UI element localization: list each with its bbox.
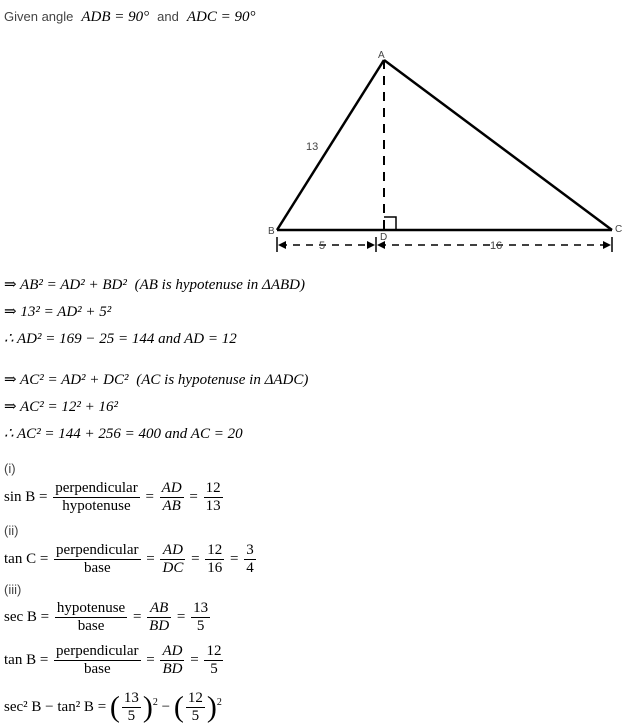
frac-hyp-base: $\frac{\text{hypotenuse}}{\text{base}}$: [56, 600, 126, 634]
step1-eq1: ⇒ AB² = AD² + BD²: [4, 277, 127, 293]
part-iii-label: (iii): [4, 582, 22, 597]
frac-12-13: $\frac{12}{13}$: [205, 480, 221, 514]
step1-line1: [4, 276, 305, 294]
sec-b-lhs: sec B =: [4, 608, 50, 625]
frac-perp-base-2: $\frac{\text{perpendicular}}{\text{base}}$: [56, 643, 139, 677]
arrow-c: [603, 241, 611, 249]
part-ii-label: (ii): [4, 523, 19, 538]
label-bd: 5: [319, 240, 326, 252]
given-angle-adc: ADC = 90°: [186, 9, 256, 25]
step2-line2: ⇒ AC² = 12² + 16²: [4, 399, 118, 415]
tan-b-lhs: tan B =: [4, 651, 49, 668]
step2-note: (AC is hypotenuse in ΔADC): [136, 372, 309, 388]
given-conj: and: [157, 9, 179, 24]
label-ab: 13: [306, 141, 319, 153]
final-lhs: sec² B − tan² B =: [4, 698, 107, 715]
frac-ad-bd: $\frac{AD}{BD}$: [162, 643, 183, 677]
part-iii-final-eq: sec² B − tan² B = ( $\frac{13}{5}$ )$^2$ − ( $\frac{12}{5}$ )$^2$: [4, 690, 222, 724]
vertex-a: A: [378, 50, 385, 61]
frac-3-4: $\frac{3}{4}$: [246, 542, 254, 576]
step2-line1: [4, 371, 308, 389]
side-ab: [277, 60, 384, 230]
frac-13-5: $\frac{13}{5}$: [193, 600, 209, 634]
right-angle-mark: [384, 217, 396, 230]
frac-ad-dc: $\frac{AD}{DC}$: [162, 542, 184, 576]
vertex-c: C: [615, 224, 623, 235]
minus-sign: −: [161, 698, 171, 715]
given-angle-adb: ADB = 90°: [81, 9, 150, 25]
given-prefix: Given angle: [4, 9, 74, 24]
frac-final-13-5: $\frac{13}{5}$: [123, 690, 139, 724]
exp-a: 2: [152, 696, 158, 708]
step2-line3: ∴ AC² = 144 + 256 = 400 and AC = 20: [4, 426, 243, 442]
step1-note: (AB is hypotenuse in ΔABD): [134, 277, 306, 293]
arrow-b: [278, 241, 286, 249]
frac-perp-base: $\frac{\text{perpendicular}}{\text{base}}$: [56, 542, 139, 576]
exp-b: 2: [216, 696, 222, 708]
triangle-diagram: [0, 0, 627, 260]
arrow-d-left: [367, 241, 375, 249]
part-iii-tan-eq: tan B = $\frac{\text{perpendicular}}{\text{base}}$ = $\frac{AD}{BD}$ = $\frac{12}{5}$: [4, 643, 222, 677]
part-iii-sec-eq: sec B = $\frac{\text{hypotenuse}}{\text{base}}$ = $\frac{AB}{BD}$ = $\frac{13}{5}$: [4, 600, 209, 634]
vertex-d: D: [380, 232, 388, 243]
part-ii-eq: tan C = $\frac{\text{perpendicular}}{\text{base}}$ = $\frac{AD}{DC}$ = $\frac{12}{16}$ = $\frac{3}{4}$: [4, 542, 254, 576]
vertex-b: B: [268, 226, 275, 237]
step1-line2: ⇒ 13² = AD² + 5²: [4, 304, 112, 320]
step1-line3: ∴ AD² = 169 − 25 = 144 and AD = 12: [4, 331, 237, 347]
frac-12-16: $\frac{12}{16}$: [207, 542, 223, 576]
part-i-eq: sin B = $\frac{\text{perpendicular}}{\text{hypotenuse}}$ = $\frac{AD}{AB}$ = $\frac{12}{13}$: [4, 480, 221, 514]
part-i-label: (i): [4, 461, 16, 476]
step2-eq1: ⇒ AC² = AD² + DC²: [4, 372, 129, 388]
frac-12-5: $\frac{12}{5}$: [206, 643, 222, 677]
side-ac: [384, 60, 612, 230]
sin-b-lhs: sin B =: [4, 488, 48, 505]
frac-ab-bd: $\frac{AB}{BD}$: [149, 600, 170, 634]
tan-c-lhs: tan C =: [4, 550, 49, 567]
label-dc: 16: [490, 240, 503, 252]
frac-perp-hyp: $\frac{\text{perpendicular}}{\text{hypotenuse}}$: [55, 480, 138, 514]
frac-ad-ab: $\frac{AD}{AB}$: [161, 480, 182, 514]
frac-final-12-5: $\frac{12}{5}$: [187, 690, 203, 724]
